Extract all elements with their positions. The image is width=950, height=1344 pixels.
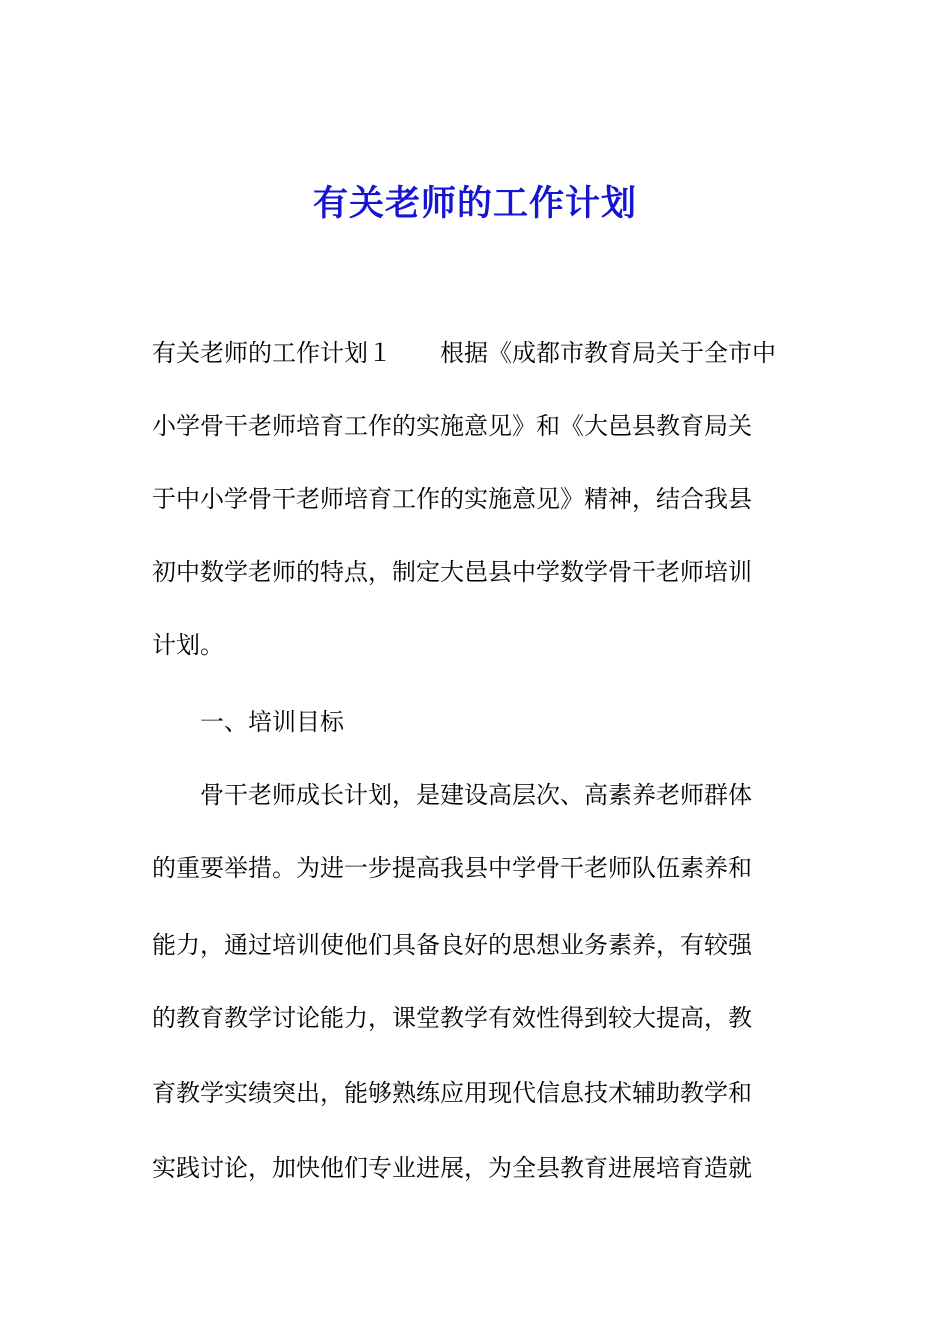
body-line-8: 的重要举措。为进一步提高我县中学骨干老师队伍素养和 — [152, 854, 752, 882]
body-line-12: 实践讨论，加快他们专业进展，为全县教育进展培育造就 — [152, 1154, 752, 1182]
body-line-11: 育教学实绩突出，能够熟练应用现代信息技术辅助教学和 — [152, 1079, 752, 1107]
document-title: 有关老师的工作计划 — [312, 183, 637, 224]
body-line-3: 于中小学骨干老师培育工作的实施意见》精神，结合我县 — [152, 485, 752, 513]
body-line-10: 的教育教学讨论能力，课堂教学有效性得到较大提高，教 — [152, 1004, 752, 1032]
body-line-4: 初中数学老师的特点，制定大邑县中学数学骨干老师培训 — [152, 558, 752, 586]
body-line-2: 小学骨干老师培育工作的实施意见》和《大邑县教育局关 — [152, 412, 752, 440]
body-line-5: 计划。 — [152, 631, 224, 659]
body-line-7: 骨干老师成长计划，是建设高层次、高素养老师群体 — [152, 781, 752, 809]
body-line-1: 有关老师的工作计划１ 根据《成都市教育局关于全市中 — [152, 339, 776, 367]
body-line-9: 能力，通过培训使他们具备良好的思想业务素养，有较强 — [152, 931, 752, 959]
section-heading-training-goal: 一、培训目标 — [152, 708, 344, 736]
